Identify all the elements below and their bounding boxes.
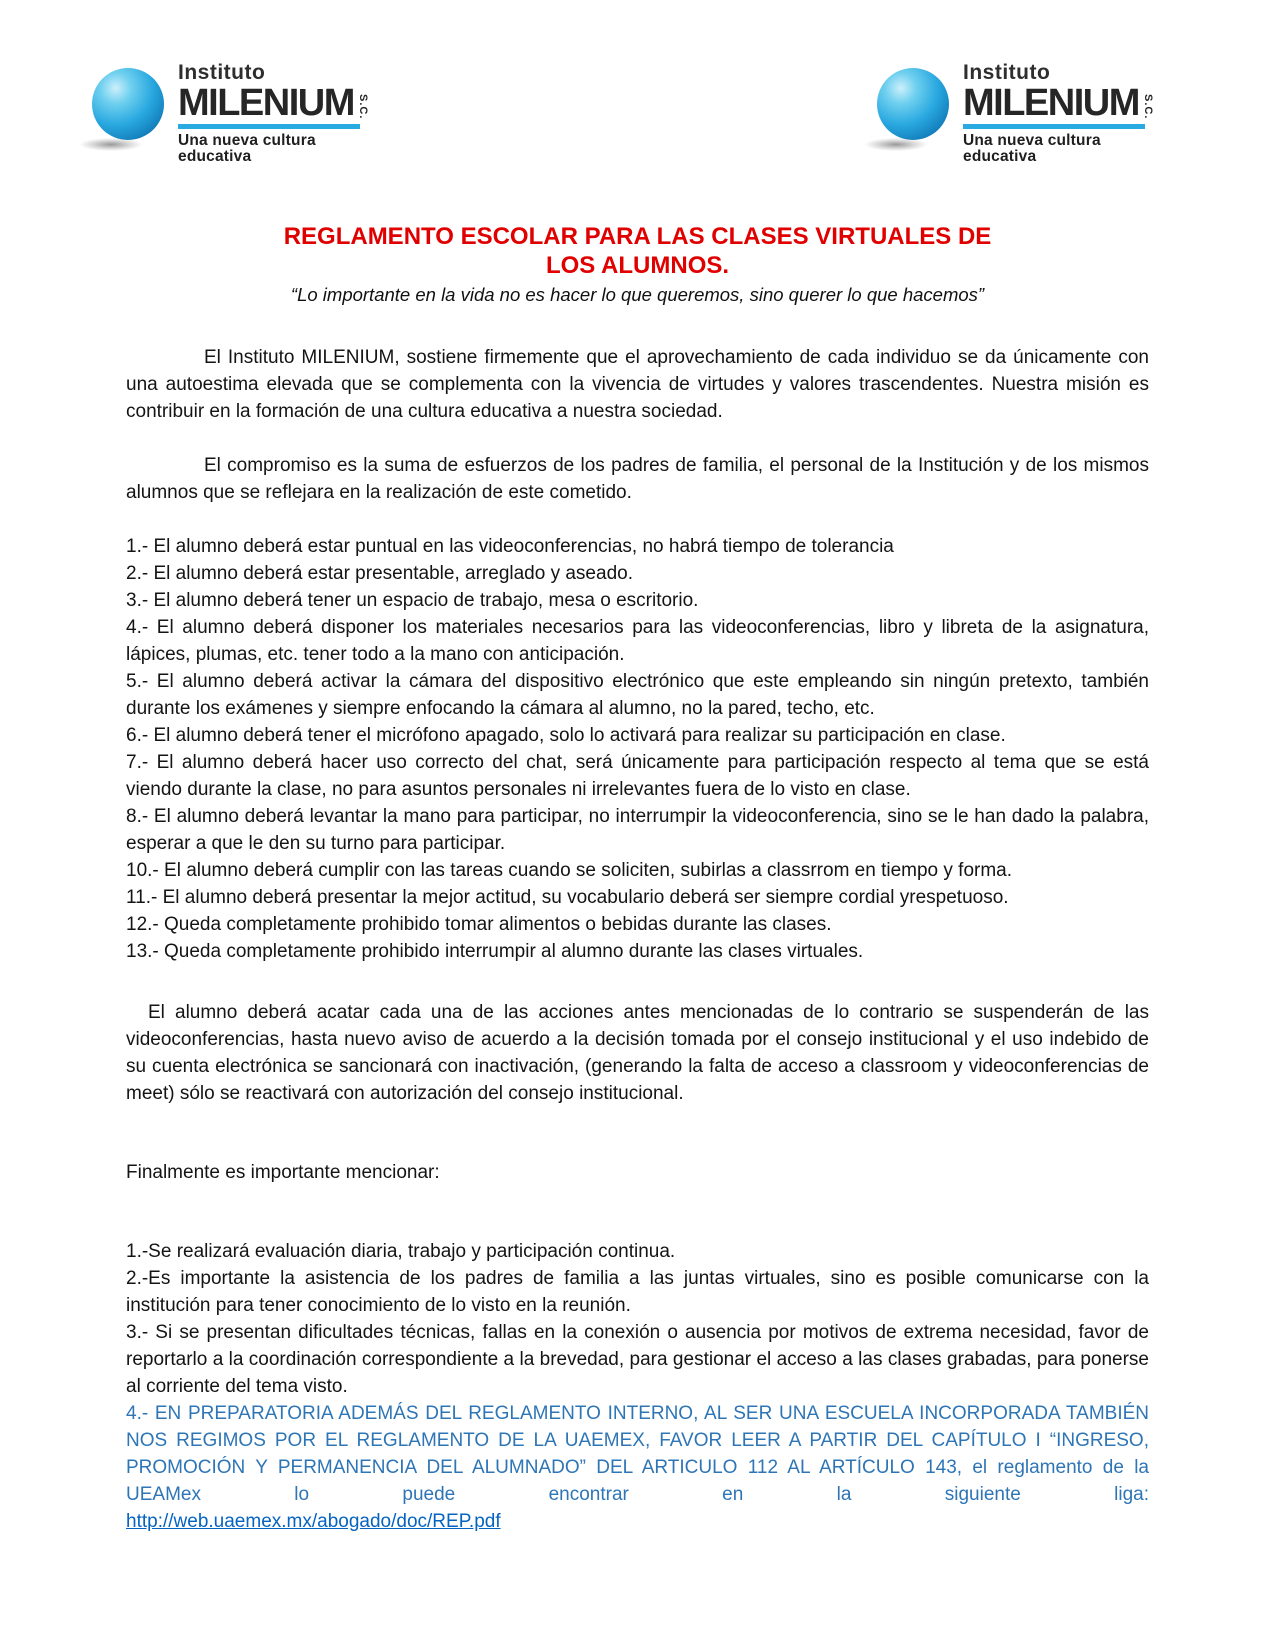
logo-name: MILENIUM [178,82,354,124]
logo-divider [963,124,1145,129]
logo-sphere-icon [877,62,963,151]
intro-paragraph-1: El Instituto MILENIUM, sostiene firmemente que el aprovechamiento de cada individuo se da únicamente con una autoestima elevada que se complementa con la vivencia de virtudes y valores trascendentes. Nuestra misión es contribuir en la formación de una cultura educativa a nuestra sociedad. [126,347,1149,423]
rule-item: 3.- El alumno deberá tener un espacio de trabajo, mesa o escritorio. [126,590,699,612]
title-quote: “Lo importante en la vida no es hacer lo que queremos, sino querer lo que hacemos” [290,284,985,306]
final-point-item: 2.-Es importante la asistencia de los padres de familia a las juntas virtuales, sino es posible comunicarse con la institución para tener conocimiento de lo visto en la reunión. [126,1268,1149,1317]
logo-suffix: S.C. [1141,93,1154,120]
rule-item: 12.- Queda completamente prohibido tomar alimentos o bebidas durante las clases. [126,914,832,936]
consequence-paragraph: El alumno deberá acatar cada una de las acciones antes mencionadas de lo contrario se suspenderán de las videoconferencias, hasta nuevo aviso de acuerdo a la decisión tomada por el consejo institucional y el uso indebido de su cuenta electrónica se sancionará con inactivación, (generando la falta de acceso a classroom y videoconferencias de meet) sólo se reactivará con autorización del consejo institucional. [126,1002,1149,1105]
rule-item: 8.- El alumno deberá levantar la mano para participar, no interrumpir la videoconferencia, sino se le han dado la palabra, esperar a que le den su turno para participar. [126,806,1149,855]
final-point-item: 3.- Si se presentan dificultades técnicas, fallas en la conexión o ausencia por motivos de extrema necesidad, favor de reportarlo a la coordinación correspondiente a la brevedad, para gestionar el acceso a las clases grabadas, para ponerse al corriente del tema visto. [126,1322,1149,1398]
logo-institute-word: Instituto [178,61,266,84]
link-line [126,1508,1149,1535]
rule-item: 13.- Queda completamente prohibido interrumpir al alumno durante las clases virtuales. [126,941,864,963]
document-body [0,344,1275,1535]
rule-item: 11.- El alumno deberá presentar la mejor actitud, su vocabulario deberá ser siempre cordial yrespetuoso. [126,887,1009,909]
header [0,0,1275,164]
final-points-list [126,1238,1149,1535]
final-point-item: 1.-Se realizará evaluación diaria, trabajo y participación continua. [126,1241,676,1263]
logo-tagline: Una nueva cultura educativa [963,132,1101,165]
logo-divider [178,124,360,129]
rule-item: 7.- El alumno deberá hacer uso correcto del chat, será únicamente para participación respecto al tema que se está viendo durante la clase, no para asuntos personales ni irrelevantes fuera de lo visto en clase. [126,752,1149,801]
intro-paragraph-2: El compromiso es la suma de esfuerzos de los padres de familia, el personal de la Institución y de los mismos alumnos que se reflejara en la realización de este cometido. [126,455,1149,504]
title-block [0,222,1275,306]
logo-sphere-icon [92,62,178,151]
final-point-highlight: 4.- EN PREPARATORIA ADEMÁS DEL REGLAMENTO INTERNO, AL SER UNA ESCUELA INCORPORADA TAMBIÉN NOS REGIMOS POR EL REGLAMENTO DE LA UAEMEX, FAVOR LEER A PARTIR DEL CAPÍTULO I “INGRESO, PROMOCIÓN Y PERMANENCIA DEL ALUMNADO” DEL ARTICULO 112 AL ARTÍCULO 143, el reglamento de la UEAMex lo puede encontrar en la siguiente liga: [126,1403,1149,1506]
institute-logo-right [877,62,1155,164]
rules-list [126,533,1149,965]
rule-item: 2.- El alumno deberá estar presentable, arreglado y aseado. [126,563,633,585]
rule-item: 5.- El alumno deberá activar la cámara del dispositivo electrónico que este empleando sin ningún pretexto, también durante los exámenes y siempre enfocando la cámara al alumno, no la pared, techo, etc. [126,671,1149,720]
logo-tagline: Una nueva cultura educativa [178,132,316,165]
logo-institute-word: Instituto [963,61,1051,84]
page-title: REGLAMENTO ESCOLAR PARA LAS CLASES VIRTUALES DE LOS ALUMNOS. [283,223,992,280]
finally-label: Finalmente es importante mencionar: [126,1162,440,1184]
rule-item: 1.- El alumno deberá estar puntual en las videoconferencias, no habrá tiempo de tolerancia [126,536,894,558]
rule-item: 4.- El alumno deberá disponer los materiales necesarios para las videoconferencias, libro y libreta de la asignatura, lápices, plumas, etc. tener todo a la mano con anticipación. [126,617,1149,666]
rule-item: 10.- El alumno deberá cumplir con las tareas cuando se soliciten, subirlas a classrrom en tiempo y forma. [126,860,1013,882]
rule-item: 6.- El alumno deberá tener el micrófono apagado, solo lo activará para realizar su participación en clase. [126,725,1006,747]
logo-name: MILENIUM [963,82,1139,124]
institute-logo-left [92,62,370,164]
regulation-pdf-link[interactable]: http://web.uaemex.mx/abogado/doc/REP.pdf [126,1511,501,1533]
logo-suffix: S.C. [356,93,369,120]
